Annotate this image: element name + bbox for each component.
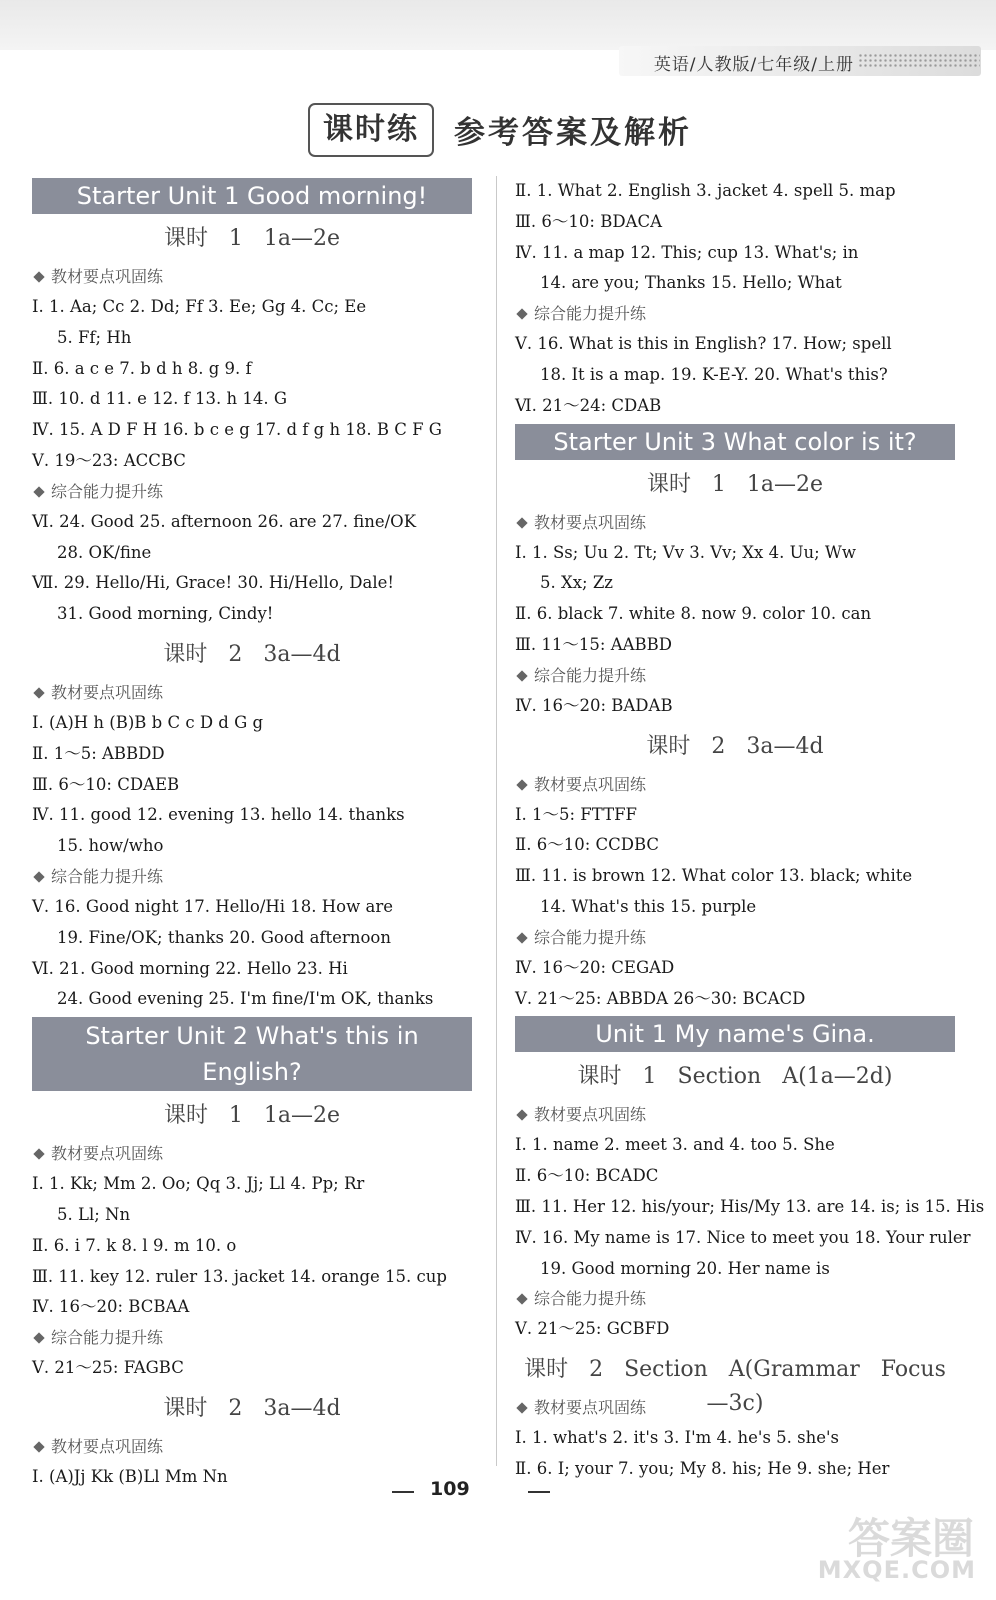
- answer-line: Ⅳ. 16～20: BCBAA: [32, 1297, 190, 1317]
- answer-line: Ⅲ. 6～10: CDAEB: [32, 774, 180, 794]
- top-band: [0, 0, 996, 50]
- watermark-url: MXQE.COM: [817, 1556, 976, 1584]
- section-label: 教材要点巩固练: [534, 774, 647, 794]
- section-heading: [515, 661, 955, 691]
- section-heading: [32, 1139, 472, 1169]
- answer-line: 5. Ff; Hh: [57, 327, 132, 347]
- page-title-boxed: 课时练: [308, 103, 434, 157]
- answer-line: 28. OK/fine: [57, 542, 152, 562]
- answer-line: Ⅰ. 1. what's 2. it's 3. I'm 4. he's 5. she's: [515, 1428, 840, 1448]
- lesson-heading: 课时 2 Section A(Grammar Focus—3c): [524, 1357, 946, 1417]
- section-heading: [515, 299, 955, 329]
- answer-line: Ⅱ. 6. i 7. k 8. l 9. m 10. o: [32, 1235, 237, 1255]
- answer-line: Ⅰ. (A)H h (B)B b C c D d G g: [32, 712, 264, 732]
- answer-line: Ⅰ. 1. Aa; Cc 2. Dd; Ff 3. Ee; Gg 4. Cc; Ee: [32, 297, 367, 316]
- diamond-icon: [516, 932, 527, 943]
- section-label: 综合能力提升练: [534, 665, 647, 685]
- answer-line: 14. are you; Thanks 15. Hello; What: [540, 273, 842, 293]
- section-heading: [32, 678, 472, 708]
- diamond-icon: [516, 1402, 527, 1413]
- answer-line: Ⅲ. 11～15: AABBD: [515, 634, 673, 654]
- diamond-icon: [516, 670, 527, 681]
- answer-line: 18. It is a map. 19. K-E-Y. 20. What's this?: [540, 364, 888, 384]
- column-divider: [496, 176, 497, 1466]
- section-heading: [515, 923, 955, 953]
- section-label: 教材要点巩固练: [534, 1398, 647, 1418]
- section-heading: [515, 508, 955, 538]
- right-column: [515, 176, 985, 1485]
- unit-banner-line: Starter Unit 2 What's this in: [85, 1022, 419, 1051]
- answer-line: Ⅰ. 1～5: FTTFF: [515, 804, 637, 824]
- page-number-dash: [528, 1491, 550, 1493]
- unit-banner: Unit 1 My name's Gina.: [515, 1016, 955, 1052]
- section-heading: [32, 1323, 472, 1353]
- answer-line: Ⅲ. 11. Her 12. his/your; His/My 13. are 14. is; is 15. His: [515, 1196, 985, 1216]
- answer-line: Ⅴ. 16. What is this in English? 17. How; spell: [515, 334, 892, 354]
- answer-line: Ⅲ. 11. is brown 12. What color 13. black; white: [515, 866, 913, 886]
- diamond-icon: [516, 517, 527, 528]
- answer-line: Ⅲ. 10. d 11. e 12. f 13. h 14. G: [32, 389, 288, 409]
- section-label: 教材要点巩固练: [534, 1105, 647, 1125]
- answer-line: Ⅱ. 6～10: CCDBC: [515, 835, 660, 855]
- section-label: 教材要点巩固练: [51, 1436, 164, 1456]
- lesson-heading: 课时 2 3a—4d: [163, 641, 341, 667]
- answer-line: Ⅰ. 1. Kk; Mm 2. Oo; Qq 3. Jj; Ll 4. Pp; Rr: [32, 1174, 365, 1194]
- diamond-icon: [33, 1332, 44, 1343]
- lesson-heading: 课时 2 3a—4d: [646, 733, 824, 759]
- answer-line: Ⅵ. 24. Good 25. afternoon 26. are 27. fine/OK: [32, 511, 417, 531]
- answer-line: 5. Ll; Nn: [57, 1204, 131, 1224]
- answer-line: Ⅱ. 1. What 2. English 3. jacket 4. spell 5. map: [515, 181, 896, 200]
- page-number: 109: [430, 1478, 470, 1500]
- diamond-icon: [516, 309, 527, 320]
- diamond-icon: [516, 1110, 527, 1121]
- unit-banner: Starter Unit 3 What color is it?: [515, 424, 955, 460]
- answer-line: Ⅳ. 11. a map 12. This; cup 13. What's; in: [515, 242, 859, 262]
- section-label: 综合能力提升练: [51, 1328, 164, 1348]
- answer-line: Ⅲ. 6～10: BDACA: [515, 211, 663, 231]
- answer-line: Ⅳ. 16. My name is 17. Nice to meet you 18. Your ruler: [515, 1227, 971, 1247]
- section-label: 综合能力提升练: [51, 866, 164, 886]
- answer-line: Ⅰ. 1. Ss; Uu 2. Tt; Vv 3. Vv; Xx 4. Uu; Ww: [515, 542, 856, 562]
- answer-line: Ⅲ. 11. key 12. ruler 13. jacket 14. orange 15. cup: [32, 1266, 447, 1286]
- section-label: 教材要点巩固练: [51, 1144, 164, 1164]
- answer-line: Ⅳ. 11. good 12. evening 13. hello 14. thanks: [32, 805, 405, 825]
- answer-line: Ⅶ. 29. Hello/Hi, Grace! 30. Hi/Hello, Dale!: [32, 573, 394, 593]
- answer-line: Ⅴ. 16. Good night 17. Hello/Hi 18. How are: [32, 896, 393, 916]
- page-title: 参考答案及解析: [454, 115, 692, 151]
- lesson-heading: 课时 1 1a—2e: [163, 1103, 341, 1129]
- answer-line: 24. Good evening 25. I'm fine/I'm OK, thanks: [57, 989, 434, 1009]
- unit-banner: Starter Unit 1 Good morning!: [32, 178, 472, 214]
- section-heading: [515, 1100, 955, 1130]
- watermark-logo: 答案圈: [847, 1514, 974, 1563]
- answer-line: Ⅱ. 1～5: ABBDD: [32, 743, 165, 763]
- section-label: 教材要点巩固练: [534, 512, 647, 532]
- answer-line: Ⅴ. 21～25: ABBDA 26～30: BCACD: [515, 988, 806, 1008]
- diamond-icon: [33, 871, 44, 882]
- answer-line: Ⅴ. 21～25: FAGBC: [32, 1358, 184, 1378]
- answer-line: 31. Good morning, Cindy!: [57, 604, 274, 624]
- lesson-heading: 课时 1 1a—2e: [163, 226, 341, 251]
- section-label: 教材要点巩固练: [51, 682, 164, 702]
- section-heading: [32, 262, 472, 292]
- answer-line: Ⅳ. 16～20: BADAB: [515, 695, 673, 715]
- answer-line: Ⅰ. 1. name 2. meet 3. and 4. too 5. She: [515, 1135, 835, 1155]
- diamond-icon: [516, 779, 527, 790]
- diamond-icon: [33, 486, 44, 497]
- unit-banner: [32, 1017, 472, 1091]
- header-label: 英语/人教版/七年级/上册: [653, 55, 854, 75]
- answer-line: Ⅰ. (A)Jj Kk (B)Ll Mm Nn: [32, 1466, 228, 1486]
- answer-line: Ⅱ. 6. a c e 7. b d h 8. g 9. f: [32, 358, 252, 378]
- section-heading: [32, 1432, 472, 1462]
- answer-line: Ⅱ. 6. I; your 7. you; My 8. his; He 9. she; Her: [515, 1458, 890, 1478]
- section-heading: [32, 862, 472, 892]
- header-dot-pattern: [858, 53, 980, 69]
- answer-line: 15. how/who: [57, 836, 164, 856]
- answer-line: 19. Good morning 20. Her name is: [540, 1258, 830, 1278]
- section-label: 综合能力提升练: [51, 481, 164, 501]
- section-label: 教材要点巩固练: [51, 267, 164, 286]
- answer-line: Ⅱ. 6～10: BCADC: [515, 1166, 659, 1186]
- answer-line: Ⅴ. 19～23: ACCBC: [32, 450, 186, 470]
- lesson-heading: 课时 2 3a—4d: [163, 1395, 341, 1421]
- answer-line: Ⅴ. 21～25: GCBFD: [515, 1319, 670, 1339]
- diamond-icon: [33, 271, 44, 282]
- section-heading: [515, 1284, 955, 1314]
- unit-banner-line: English?: [202, 1058, 302, 1087]
- diamond-icon: [33, 1441, 44, 1452]
- left-column: [32, 176, 472, 1493]
- answer-line: 5. Xx; Zz: [540, 573, 614, 593]
- section-heading: [32, 477, 472, 507]
- answer-line: Ⅵ. 21～24: CDAB: [515, 395, 662, 415]
- section-label: 综合能力提升练: [534, 927, 647, 947]
- section-label: 综合能力提升练: [534, 1289, 647, 1309]
- lesson-heading: 课时 1 1a—2e: [646, 471, 824, 497]
- section-heading: [515, 770, 955, 800]
- answer-line: Ⅳ. 16～20: CEGAD: [515, 957, 675, 977]
- answer-line: Ⅵ. 21. Good morning 22. Hello 23. Hi: [32, 958, 348, 978]
- page-number-dash: [392, 1491, 414, 1493]
- answer-line: Ⅱ. 6. black 7. white 8. now 9. color 10. can: [515, 604, 872, 624]
- diamond-icon: [33, 687, 44, 698]
- section-label: 综合能力提升练: [534, 304, 647, 324]
- diamond-icon: [516, 1294, 527, 1305]
- answer-line: 19. Fine/OK; thanks 20. Good afternoon: [57, 927, 391, 947]
- lesson-heading: 课时 1 Section A(1a—2d): [577, 1064, 893, 1090]
- answer-line: 14. What's this 15. purple: [540, 896, 757, 916]
- diamond-icon: [33, 1148, 44, 1159]
- answer-line: Ⅳ. 15. A D F H 16. b c e g 17. d f g h 18. B C F G: [32, 420, 442, 440]
